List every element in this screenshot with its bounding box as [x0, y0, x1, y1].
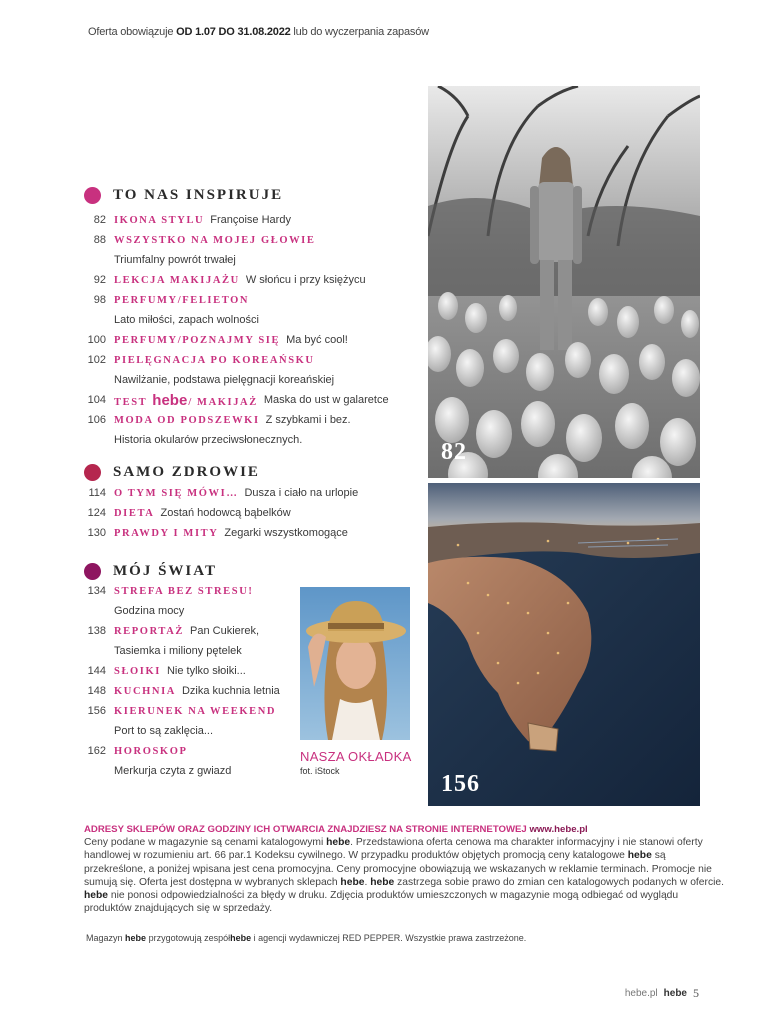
page-footer: [625, 986, 699, 1001]
legal-info: [84, 823, 724, 915]
section-title: SAMO ZDROWIE: [113, 463, 260, 480]
section-dot-icon: [84, 464, 101, 481]
toc-entry[interactable]: 98 PERFUMY/FELIETON Lato miłości, zapach wolności: [93, 294, 259, 326]
hebe-logo: hebe: [152, 391, 188, 409]
toc-entry[interactable]: 134 STREFA BEZ STRESU! Godzina mocy: [87, 585, 254, 617]
aerial-coast-image: [428, 483, 700, 806]
toc-entry[interactable]: 130 PRAWDY I MITY Zegarki wszystkomogące: [87, 527, 348, 539]
footer-site: hebe.pl: [624, 988, 658, 999]
section-header: [84, 462, 358, 482]
cover-model-image: [300, 587, 410, 740]
price-disclaimer: Ceny podane w magazynie są cenami katalogowymi hebe. Przedstawiona oferta cenowa ma charakter informacyjny i nie stanowi oferty handlowej w rozumieniu art. 66 par.1 Kodeksu cywilnego. W przypadku produktów objętych promocją ceny katalogowe hebe są przekreślone, a poniżej wpisana jest cena promocyjna. Ceny promocyjne obowiązują we wskazanych w reklamie terminach. Promocje nie sumują się. Oferta jest dostępna w wybranych sklepach hebe. hebe zastrzega sobie prawo do zmian cen katalogowych podanych w ofercie. hebe nie ponosi odpowiedzialności za błędy w druku. Zdjęcia produktów umieszczonych w magazynie mogą odbiegać od wyglądu produktów znajdujących się w sprzedaży.: [84, 837, 724, 915]
toc-entry[interactable]: 156 KIERUNEK NA WEEKEND Port to są zaklęcia...: [87, 705, 277, 737]
toc-entry[interactable]: 102 PIELĘGNACJA PO KOREAŃSKU Nawilżanie, podstawa pielęgnacji koreańskiej: [87, 354, 335, 386]
toc-entry[interactable]: 92 LEKCJA MAKIJAŻU W słońcu i przy księżycu: [93, 274, 366, 286]
toc-entry[interactable]: 148 KUCHNIA Dzika kuchnia letnia: [87, 685, 280, 697]
photo-aerial-coast[interactable]: [428, 483, 700, 806]
section-header: [84, 561, 282, 581]
toc-entry[interactable]: 100 PERFUMY/POZNAJMY SIĘ Ma być cool!: [87, 334, 348, 346]
photo-tulip-field[interactable]: [428, 86, 700, 478]
section-dot-icon: [84, 563, 101, 580]
footer-brand: hebe: [663, 988, 687, 999]
offer-validity-note: Oferta obowiązuje OD 1.07 DO 31.08.2022 lub do wyczerpania zapasów: [88, 26, 429, 38]
toc-entry[interactable]: 124 DIETA Zostań hodowcą bąbelków: [87, 507, 291, 519]
section-header: [84, 185, 389, 205]
cover-caption: [300, 749, 412, 776]
toc-entry[interactable]: 106 MODA OD PODSZEWKI Z szybkami i bez. Historia okularów przeciwsłonecznych.: [87, 414, 351, 446]
toc-entry[interactable]: 144 SŁOIKI Nie tylko słoiki...: [87, 665, 246, 677]
section-dot-icon: [84, 187, 101, 204]
toc-entry[interactable]: 162 HOROSKOP Merkurja czyta z gwiazd: [87, 745, 232, 777]
toc-entry[interactable]: 104 TEST hebe/ MAKIJAŻ Maska do ust w galaretce: [87, 391, 389, 409]
toc-entry[interactable]: 82 IKONA STYLU Françoise Hardy: [93, 214, 291, 226]
photo-page-label: 156: [441, 771, 480, 797]
section-to-nas-inspiruje: [84, 185, 389, 450]
cover-photo-credit: fot. iStock: [300, 766, 340, 776]
toc-entry[interactable]: 88 WSZYSTKO NA MOJEJ GŁOWIE Triumfalny powrót trwałej: [93, 234, 316, 266]
section-title: TO NAS INSPIRUJE: [113, 186, 284, 203]
section-samo-zdrowie: [84, 462, 358, 543]
website-link[interactable]: www.hebe.pl: [529, 824, 588, 835]
tulip-field-image: [428, 86, 700, 478]
photo-page-label: 82: [441, 439, 467, 465]
section-moj-swiat: [84, 561, 282, 781]
toc-entry[interactable]: 138 REPORTAŻ Pan Cukierek, Tasiemka i miliony pętelek: [87, 625, 260, 657]
page-number: 5: [693, 986, 699, 1000]
cover-title: NASZA OKŁADKA: [300, 749, 412, 764]
cover-thumbnail[interactable]: [300, 587, 410, 740]
toc-entry[interactable]: 114 O TYM SIĘ MÓWI… Dusza i ciało na urlopie: [88, 487, 359, 499]
magazine-credits: Magazyn hebe przygotowują zespółhebe i agencji wydawniczej RED PEPPER. Wszystkie prawa zastrzeżone.: [86, 933, 527, 943]
store-addresses-note: ADRESY SKLEPÓW ORAZ GODZINY ICH OTWARCIA ZNAJDZIESZ NA STRONIE INTERNETOWEJ www.hebe.pl: [84, 824, 588, 835]
section-title: MÓJ ŚWIAT: [113, 562, 217, 579]
